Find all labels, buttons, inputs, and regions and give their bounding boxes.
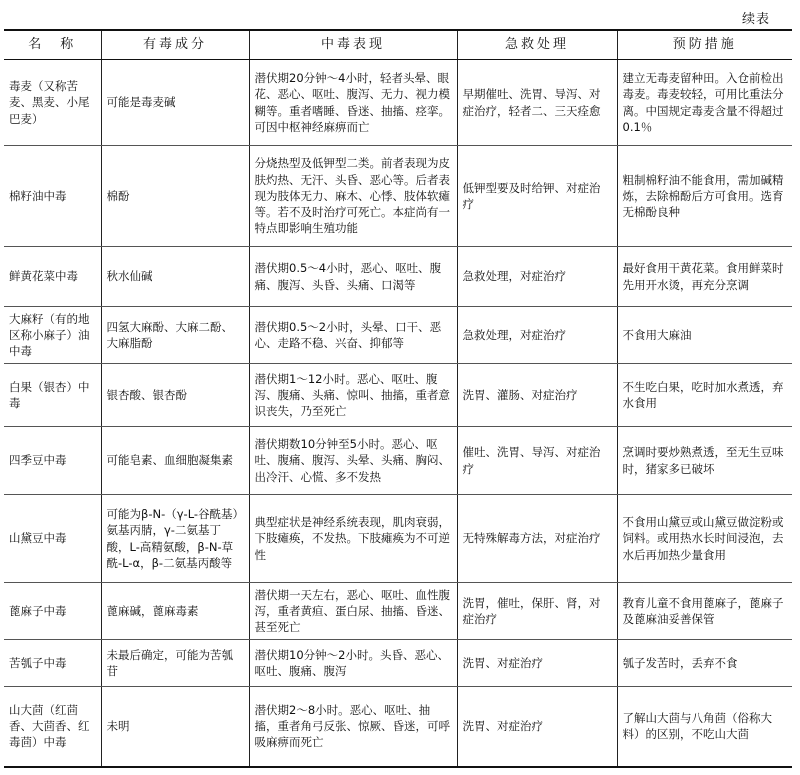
cell-treatment: 急救处理，对症治疗 (457, 307, 617, 364)
cell-toxin: 四氢大麻酚、大麻二酚、大麻脂酚 (101, 307, 249, 364)
table-row (4, 495, 792, 583)
poisoning-table (4, 29, 792, 768)
table-row (4, 307, 792, 364)
cell-toxin: 银杏酸、银杏酚 (101, 364, 249, 427)
cell-toxin: 秋水仙碱 (101, 247, 249, 307)
cell-symptoms: 分烧热型及低钾型二类。前者表现为皮肤灼热、无汗、头昏、恶心等。后者表现为肢体无力、麻木、心悸、肢体软瘫等。若不及时治疗可死亡。本症尚有一特点即影响生殖功能 (249, 146, 457, 247)
header-treatment: 急救处理 (457, 30, 617, 60)
header-symptoms: 中毒表现 (249, 30, 457, 60)
cell-treatment: 早期催吐、洗胃、导泻、对症治疗，轻者二、三天痊愈 (457, 60, 617, 146)
cell-toxin: 棉酚 (101, 146, 249, 247)
cell-toxin: 可能是毒麦碱 (101, 60, 249, 146)
cell-toxin: 可能为β-N-（γ-L-谷酰基）氨基丙腈，γ-二氨基丁酸，L-高精氨酸，β-N-草酰-L-α，β-二氨基丙酸等 (101, 495, 249, 583)
cell-symptoms: 潜伏期数10分钟至5小时。恶心、呕吐、腹痛、腹泻、头晕、头痛、胸闷、出冷汗、心慌、多不发热 (249, 427, 457, 495)
cell-symptoms: 典型症状是神经系统表现，肌肉衰弱，下肢瘫痪，不发热。下肢瘫痪为不可逆性 (249, 495, 457, 583)
cell-symptoms: 潜伏期0.5～4小时，恶心、呕吐、腹痛、腹泻、头昏、头痛、口渴等 (249, 247, 457, 307)
cell-treatment: 急救处理，对症治疗 (457, 247, 617, 307)
cell-treatment: 无特殊解毒方法，对症治疗 (457, 495, 617, 583)
cell-name: 毒麦（又称苦麦、黑麦、小尾巴麦） (4, 60, 101, 146)
header-name: 名 称 (4, 30, 101, 60)
cell-prevention: 不食用大麻油 (617, 307, 792, 364)
cell-symptoms: 潜伏期10分钟～2小时。头昏、恶心、呕吐、腹痛、腹泻 (249, 640, 457, 687)
cell-symptoms: 潜伏期一天左右，恶心、呕吐、血性腹泻，重者黄疸、蛋白尿、抽搐、昏迷、甚至死亡 (249, 583, 457, 640)
cell-symptoms: 潜伏期20分钟～4小时，轻者头晕、眼花、恶心、呕吐、腹泻、无力、视力模糊等。重者嗜睡、昏迷、抽搐、痉挛。可因中枢神经麻痹而亡 (249, 60, 457, 146)
cell-prevention: 瓠子发苦时，丢弃不食 (617, 640, 792, 687)
cell-prevention: 最好食用干黄花菜。食用鲜菜时先用开水烫，再充分烹调 (617, 247, 792, 307)
cell-name: 白果（银杏）中毒 (4, 364, 101, 427)
cell-name: 山大茴（红茴香、大茴香、红毒茴）中毒 (4, 687, 101, 767)
cell-prevention: 建立无毒麦留种田。入仓前检出毒麦。毒麦较轻，可用比重法分离。中国规定毒麦含量不得超过0.1％ (617, 60, 792, 146)
cell-name: 四季豆中毒 (4, 427, 101, 495)
cell-prevention: 了解山大茴与八角茴（俗称大料）的区别，不吃山大茴 (617, 687, 792, 767)
cell-symptoms: 潜伏期0.5～2小时，头晕、口干、恶心、走路不稳、兴奋、抑郁等 (249, 307, 457, 364)
cell-toxin: 可能皂素、血细胞凝集素 (101, 427, 249, 495)
table-row (4, 60, 792, 146)
header-row (4, 30, 792, 60)
cell-prevention: 粗制棉籽油不能食用，需加碱精炼，去除棉酚后方可食用。选育无棉酚良种 (617, 146, 792, 247)
table-row (4, 427, 792, 495)
table-row (4, 247, 792, 307)
cell-symptoms: 潜伏期1～12小时。恶心、呕吐、腹泻、腹痛、头痛、惊叫、抽搐，重者意识丧失，乃至死亡 (249, 364, 457, 427)
table-row (4, 583, 792, 640)
cell-toxin: 蓖麻碱，蓖麻毒素 (101, 583, 249, 640)
table-row (4, 640, 792, 687)
cell-name: 鲜黄花菜中毒 (4, 247, 101, 307)
cell-name: 山黛豆中毒 (4, 495, 101, 583)
cell-name: 蓖麻子中毒 (4, 583, 101, 640)
table-row (4, 364, 792, 427)
cell-symptoms: 潜伏期2～8小时。恶心、呕吐、抽搐，重者角弓反张、惊厥、昏迷，可呼吸麻痹而死亡 (249, 687, 457, 767)
header-toxin: 有毒成分 (101, 30, 249, 60)
cell-name: 棉籽油中毒 (4, 146, 101, 247)
cell-treatment: 低钾型要及时给钾、对症治疗 (457, 146, 617, 247)
cell-treatment: 洗胃，催吐，保肝、肾，对症治疗 (457, 583, 617, 640)
cell-treatment: 催吐、洗胃、导泻、对症治疗 (457, 427, 617, 495)
cell-name: 大麻籽（有的地区称小麻子）油中毒 (4, 307, 101, 364)
cell-name: 苦瓠子中毒 (4, 640, 101, 687)
table-row (4, 146, 792, 247)
table-row (4, 687, 792, 767)
cell-prevention: 不食用山黛豆或山黛豆做淀粉或饲料。或用热水长时间浸泡，去水后再加热少量食用 (617, 495, 792, 583)
continued-label: 续表 (741, 12, 770, 27)
cell-prevention: 烹调时要炒熟煮透，至无生豆味时，猪家多已破坏 (617, 427, 792, 495)
cell-prevention: 不生吃白果，吃时加水煮透，弃水食用 (617, 364, 792, 427)
cell-treatment: 洗胃、对症治疗 (457, 687, 617, 767)
header-prevention: 预防措施 (617, 30, 792, 60)
cell-prevention: 教育儿童不食用蓖麻子，蓖麻子及蓖麻油妥善保管 (617, 583, 792, 640)
cell-treatment: 洗胃、灌肠、对症治疗 (457, 364, 617, 427)
cell-treatment: 洗胃、对症治疗 (457, 640, 617, 687)
cell-toxin: 未明 (101, 687, 249, 767)
cell-toxin: 未最后确定，可能为苦瓠苷 (101, 640, 249, 687)
